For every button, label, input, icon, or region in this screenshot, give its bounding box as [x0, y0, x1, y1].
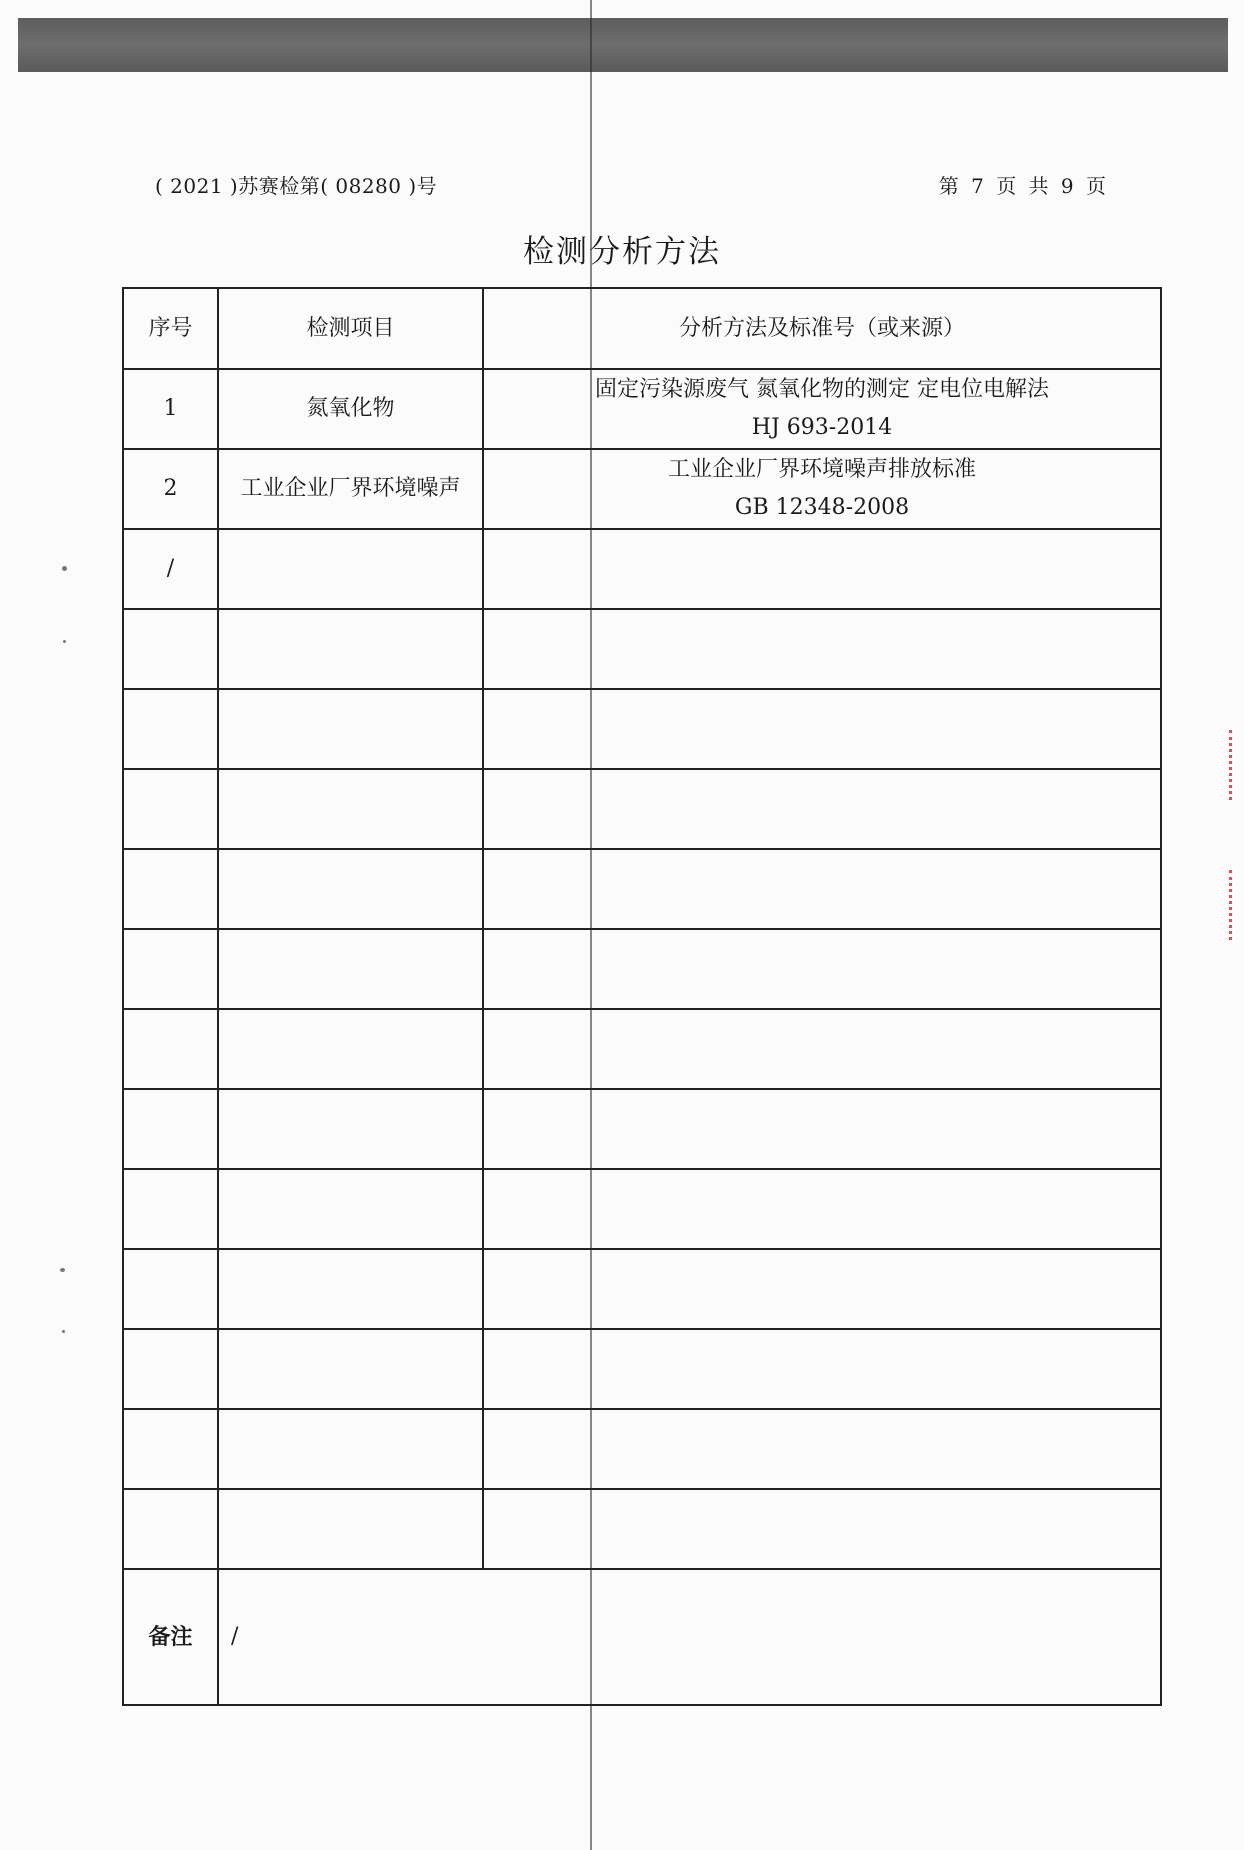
cell-item — [218, 1249, 483, 1329]
cell-number — [123, 849, 218, 929]
cell-method — [483, 929, 1161, 1009]
table-row — [123, 769, 1161, 849]
cell-item: 氮氧化物 — [218, 369, 483, 449]
scan-top-bar — [18, 18, 1228, 72]
cell-item — [218, 1169, 483, 1249]
cell-number — [123, 609, 218, 689]
remarks-row — [123, 1569, 1161, 1705]
cell-method — [483, 529, 1161, 609]
document-title: 检测分析方法 — [523, 234, 721, 270]
remarks-label: 备注 — [123, 1569, 218, 1705]
cell-item — [218, 769, 483, 849]
scan-speck — [62, 1330, 65, 1333]
table-row — [123, 1169, 1161, 1249]
table-row — [123, 929, 1161, 1009]
remarks-value: / — [218, 1569, 1161, 1705]
cell-number — [123, 689, 218, 769]
cell-number — [123, 1009, 218, 1089]
cell-item — [218, 1409, 483, 1489]
table-row — [123, 529, 1161, 609]
column-header-method: 分析方法及标准号（或来源） — [483, 288, 1161, 369]
method-name: 固定污染源废气 氮氧化物的测定 定电位电解法 — [595, 377, 1049, 402]
method-standard-number: HJ 693-2014 — [751, 415, 893, 440]
cell-method — [483, 849, 1161, 929]
report-number: ( 2021 )苏赛检第( 08280 )号 — [155, 174, 438, 198]
cell-method — [483, 449, 1161, 529]
column-header-number: 序号 — [123, 288, 218, 369]
cell-number — [123, 1089, 218, 1169]
cell-method — [483, 1489, 1161, 1569]
cell-number — [123, 1169, 218, 1249]
scan-speck — [63, 640, 66, 643]
method-name: 工业企业厂界环境噪声排放标准 — [667, 457, 976, 482]
cell-number: 2 — [123, 449, 218, 529]
method-standard-number: GB 12348-2008 — [734, 495, 910, 520]
cell-method — [483, 1409, 1161, 1489]
cell-item — [218, 1329, 483, 1409]
cell-number — [123, 1489, 218, 1569]
cell-method — [483, 369, 1161, 449]
stamp-fragment-bottom — [1229, 870, 1244, 940]
cell-item: 工业企业厂界环境噪声 — [218, 449, 483, 529]
cell-item — [218, 849, 483, 929]
scan-speck — [62, 566, 67, 571]
cell-method — [483, 1329, 1161, 1409]
table-row — [123, 1089, 1161, 1169]
cell-number — [123, 929, 218, 1009]
table-row — [123, 1409, 1161, 1489]
table-row — [123, 1249, 1161, 1329]
cell-number — [123, 769, 218, 849]
table-row — [123, 1009, 1161, 1089]
cell-number — [123, 1409, 218, 1489]
cell-number — [123, 1249, 218, 1329]
cell-number: / — [123, 529, 218, 609]
stamp-fragment-top — [1229, 730, 1244, 800]
table-row — [123, 689, 1161, 769]
cell-item — [218, 529, 483, 609]
page-indicator: 第 7 页 共 9 页 — [938, 174, 1109, 198]
table-header-row — [123, 288, 1161, 369]
cell-item — [218, 689, 483, 769]
table-row — [123, 609, 1161, 689]
cell-method — [483, 1249, 1161, 1329]
cell-number — [123, 1329, 218, 1409]
table-row — [123, 369, 1161, 449]
analysis-methods-table — [122, 287, 1162, 1706]
scan-speck — [60, 1268, 65, 1272]
cell-method — [483, 1169, 1161, 1249]
cell-method — [483, 769, 1161, 849]
cell-method — [483, 609, 1161, 689]
cell-item — [218, 1089, 483, 1169]
cell-number: 1 — [123, 369, 218, 449]
cell-item — [218, 1009, 483, 1089]
cell-method — [483, 689, 1161, 769]
table-row — [123, 1489, 1161, 1569]
table-row — [123, 449, 1161, 529]
table-row — [123, 849, 1161, 929]
cell-item — [218, 1489, 483, 1569]
table-row — [123, 1329, 1161, 1409]
cell-method — [483, 1089, 1161, 1169]
cell-item — [218, 609, 483, 689]
cell-method — [483, 1009, 1161, 1089]
column-header-item: 检测项目 — [218, 288, 483, 369]
cell-item — [218, 929, 483, 1009]
